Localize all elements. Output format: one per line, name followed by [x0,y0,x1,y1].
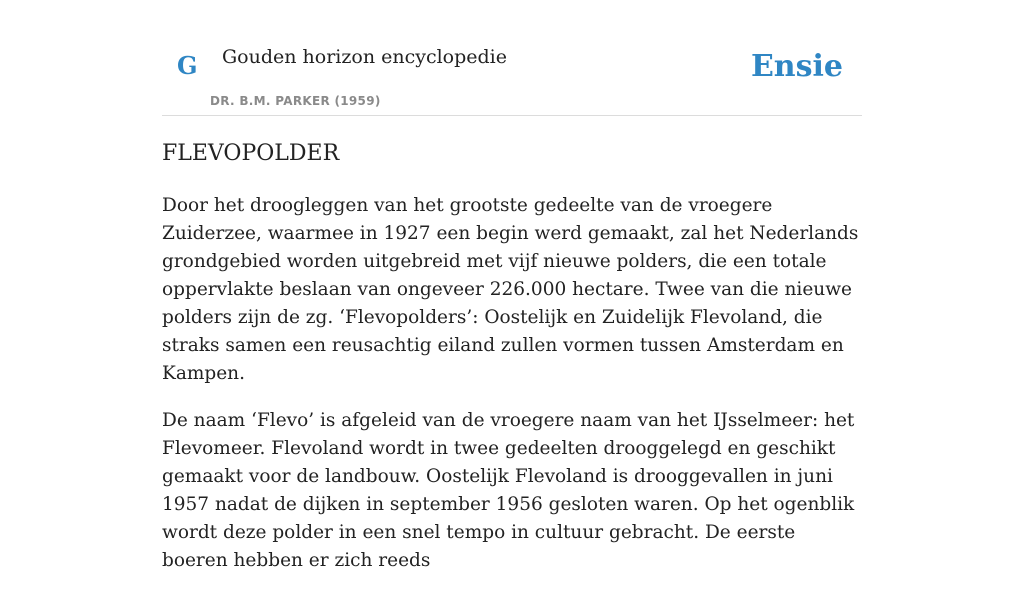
article-paragraph: De naam ‘Flevo’ is afgeleid van de vroegere naam van het IJsselmeer: het Flevomeer. Flevoland wordt in twee gedeelten drooggelegd en geschikt gemaakt voor de landbouw. Oostelijk Flevoland is drooggevallen in juni 1957 nadat de dijken in september 1956 gesloten waren. Op het ogenblik wordt deze polder in een snel tempo in cultuur gebracht. De eerste boeren hebben er zich reeds [162,410,855,571]
source-author: DR. B.M. PARKER (1959) [210,94,381,108]
source-logo: G [177,51,198,80]
article-paragraph: Door het droogleggen van het grootste gedeelte van de vroegere Zuiderzee, waarmee in 1927 een begin werd gemaakt, zal het Nederlands grondgebied worden uitgebreid met vijf nieuwe polders, die een totale oppervlakte beslaan van ongeveer 226.000 hectare. Twee van die nieuwe polders zijn de zg. ‘Flevopolders’: Oostelijk en Zuidelijk Flevoland, die straks samen een reusachtig eiland zullen vormen tussen Amsterdam en Kampen. [162,195,859,384]
source-title-link[interactable]: Gouden horizon encyclopedie [222,46,507,68]
source-header [162,0,862,116]
article [162,138,862,594]
ensie-logo-link[interactable]: Ensie [750,49,843,84]
article-title: FLEVOPOLDER [162,141,340,166]
